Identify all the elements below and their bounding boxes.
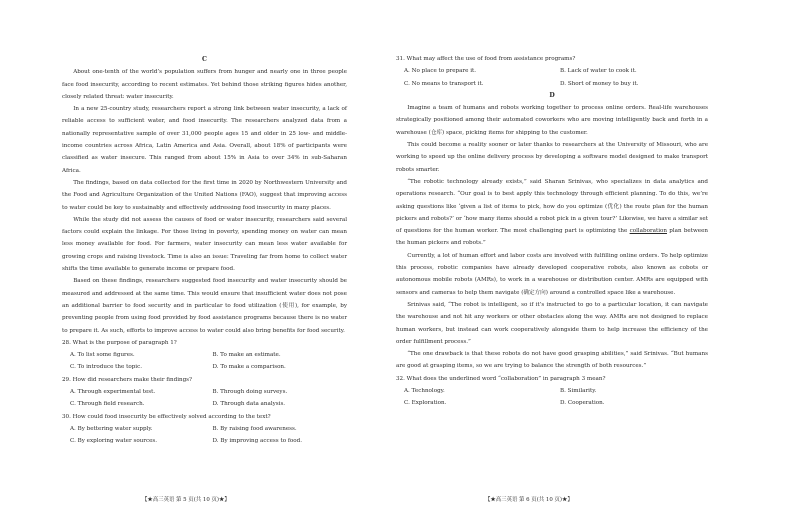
passage-c-paragraph-1: About one-tenth of the world’s population suffers from hunger and nearly one in three people face food insecurity, according to recent estimates. Yet behind those striking figures hides another, closely related threat: water insecurity. (62, 69, 347, 100)
question-30-options (62, 423, 347, 448)
option-30-c: C. By exploring water sources. (70, 438, 158, 445)
passage-d-paragraph-2: This could become a reality sooner or later thanks to researchers at the University of Missouri, who are working to speed up the online delivery process by developing a software model designed to make transport robots smarter. (396, 142, 708, 173)
passage-d-paragraph-3-end: plan between the human pickers and robots.” (396, 228, 708, 247)
passage-d-paragraph-3-text: “The robotic technology already exists,” said Sharan Srinivas, who specializes in data analytics and operations research. “Our goal is to best apply this technology through efficient planning. To do this, we’re asking questions like ‘given a list of items to pick, how do you optimize (优化) the route plan for the human pickers and robots?’ or ‘how many items should a robot pick in a given tour?’ Likewise, we have a similar set of questions for the human worker. The most challenging part is optimizing the (396, 178, 708, 235)
question-29-stem: 29. How did researchers make their findings? (62, 376, 193, 383)
option-31-a: A. No place to prepare it. (404, 68, 477, 75)
option-30-b: B. By raising food awareness. (212, 425, 297, 432)
left-column (62, 54, 347, 448)
option-31-b: B. Lack of water to cook it. (560, 68, 637, 75)
option-32-a: A. Technology. (404, 388, 445, 395)
passage-d-paragraph-3 (396, 176, 708, 250)
question-29-options (62, 386, 347, 411)
question-30-stem: 30. How could food insecurity be effectively solved according to the text? (62, 413, 271, 420)
question-28-options (62, 349, 347, 374)
question-31-stem: 31. What may affect the use of food from assistance programs? (396, 56, 576, 62)
question-31-options (396, 65, 708, 90)
passage-c-paragraph-2: In a new 25-country study, researchers report a strong link between water insecurity, a lack of reliable access to sufficient water, and food insecurity. The researchers analyzed data from a nationally representative sample of over 31,000 people ages 15 and older in 25 low- and middle-income countries across Africa, Latin America and Asia. Overall, about 18% of participants were classified as water insecure. This ranged from about 15% in Asia to over 34% in sub-Saharan Africa. (62, 106, 347, 174)
passage-c-paragraph-4: While the study did not assess the causes of food or water insecurity, researchers said several factors could explain the linkage. For those living in poverty, spending money on water can mean less money available for food. For farmers, water insecurity can mean less water available for growing crops and raising livestock. Time is also an issue: Traveling far from home to collect water shifts the time available to generate income or prepare food. (62, 216, 347, 273)
question-32-stem: 32. What does the underlined word “collaboration” in paragraph 3 mean? (396, 375, 606, 382)
passage-c-paragraph-5: Based on these findings, researchers suggested food insecurity and water insecurity should be measured and addressed at the same time. This would ensure that insufficient water does not pose an additional barrier to food security and in particular to food utilization (使用), for example, by preventing people from using food provided by food assistance programs because there is no water to prepare it. As such, efforts to improve access to water could also bring benefits for food security. (62, 278, 347, 334)
right-column (396, 53, 708, 410)
option-31-c: C. No means to transport it. (404, 80, 484, 87)
section-c-heading: C (202, 56, 207, 63)
option-28-c: C. To introduce the topic. (70, 364, 142, 371)
passage-d-paragraph-1: Imagine a team of humans and robots working together to process online orders. Real-life warehouses strategically positioned among their automated coworkers who are moving intelligently back and forth in a warehouse (仓库) space, picking items for shipping to the customer. (396, 105, 708, 136)
option-28-b: B. To make an estimate. (212, 352, 281, 359)
option-32-d: D. Cooperation. (560, 400, 605, 407)
option-29-a: A. Through experimental test. (70, 389, 156, 396)
option-29-c: C. Through field research. (70, 401, 145, 408)
option-31-d: D. Short of money to buy it. (560, 80, 639, 87)
question-28-stem: 28. What is the purpose of paragraph 1? (62, 339, 177, 346)
option-30-d: D. By improving access to food. (212, 438, 303, 445)
option-29-b: B. Through doing surveys. (212, 389, 288, 396)
passage-c-paragraph-3: The findings, based on data collected for the first time in 2020 by Northwestern University and the Food and Agriculture Organization of the United Nations (FAO), suggest that improving access to water could be key to sustainably and effectively addressing food insecurity in many places. (62, 179, 347, 211)
option-28-a: A. To list some figures. (70, 352, 135, 359)
passage-d-paragraph-6: “The one drawback is that these robots do not have good grasping abilities,” said Srinivas. “But humans are good at grasping items, so we are trying to balance the strength of both resources.” (396, 351, 708, 370)
option-30-a: A. By bettering water supply. (70, 425, 153, 432)
option-29-d: D. Through data analysis. (212, 401, 286, 408)
option-28-d: D. To make a comparison. (212, 364, 286, 371)
passage-d-paragraph-5: Srinivas said, “The robot is intelligent, so if it’s instructed to go to a particular location, it can navigate the warehouse and not hit any workers or other obstacles along the way. AMRs are not designed to replace human workers, but instead can work cooperatively alongside them to help increase the efficiency of the order fulfillment process.” (396, 301, 708, 345)
question-32-options (396, 385, 708, 410)
right-page (397, 0, 794, 513)
passage-d-paragraph-4: Currently, a lot of human effort and labor costs are involved with fulfilling online orders. To help optimize this process, robotic companies have already developed cooperative robots, also known as cobots or autonomous mobile robots (AMRs), to work in a warehouse or distribution center. AMRs are equipped with sensors and cameras to help them navigate (确定方向) around a controlled space like a warehouse. (396, 252, 708, 296)
option-32-c: C. Exploration. (404, 400, 447, 407)
page-footer-left: 【★高三英语 第 5 页(共 10 页)★】 (142, 497, 230, 503)
option-32-b: B. Similarity. (560, 388, 597, 395)
underlined-word: collaboration (629, 228, 667, 235)
section-d-heading: D (549, 91, 555, 99)
page-footer-right: 【★高三英语 第 6 页(共 10 页)★】 (485, 497, 573, 503)
